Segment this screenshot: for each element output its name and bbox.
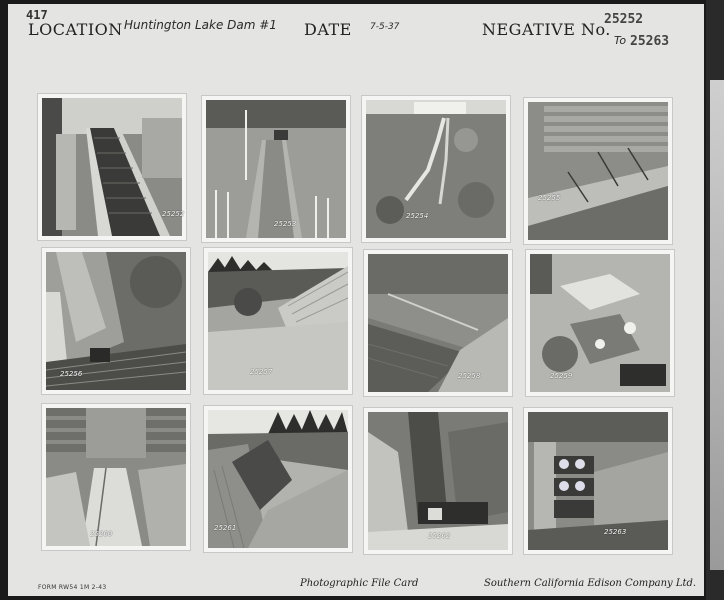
- photo-number: 25253: [274, 220, 297, 228]
- photo-number: 25259: [550, 372, 573, 380]
- location-label: LOCATION: [28, 20, 123, 39]
- form-code: FORM RW54 1M 2-43: [38, 584, 107, 591]
- photographic-file-card: [8, 4, 704, 596]
- photo-number: 25252: [162, 210, 185, 218]
- photo-number: 25255: [538, 194, 561, 202]
- photo-image: [46, 408, 186, 546]
- photo-number: 25260: [90, 530, 113, 538]
- card-number: 417: [26, 8, 48, 22]
- photo-25255: [524, 98, 672, 244]
- photo-25261: [204, 406, 352, 552]
- photo-number: 25256: [60, 370, 83, 378]
- date-label: DATE: [304, 20, 352, 39]
- photo-image: [366, 100, 506, 238]
- photo-25254: [362, 96, 510, 242]
- photo-25259: [526, 250, 674, 396]
- photo-25253: [202, 96, 350, 242]
- photo-image: [368, 254, 508, 392]
- negative-label: NEGATIVE No.: [482, 20, 611, 39]
- date-value: 7-5-37: [370, 22, 400, 32]
- photo-25263: [524, 408, 672, 554]
- photo-25252: [38, 94, 186, 240]
- background-edge: [706, 0, 724, 600]
- photo-25262: [364, 408, 512, 554]
- photo-25260: [42, 404, 190, 550]
- photo-image: [42, 98, 185, 236]
- card-type-label: Photographic File Card: [300, 578, 419, 589]
- photo-number: 25263: [604, 528, 627, 536]
- negative-to-prefix: To: [614, 34, 627, 47]
- photo-number: 25254: [406, 212, 429, 220]
- negative-from: 25252: [604, 12, 644, 27]
- photo-image: [528, 102, 668, 240]
- adjacent-card-edge: [710, 80, 724, 570]
- photo-image: [208, 252, 348, 390]
- photo-25256: [42, 248, 190, 394]
- photo-25258: [364, 250, 512, 396]
- photo-25257: [204, 248, 352, 394]
- photo-number: 25258: [458, 372, 481, 380]
- company-name: Southern California Edison Company Ltd.: [484, 578, 697, 589]
- photo-number: 25262: [428, 532, 451, 540]
- location-value: Huntington Lake Dam #1: [124, 18, 277, 32]
- photo-image: [368, 412, 508, 550]
- negative-to: 25263: [630, 34, 670, 49]
- photo-number: 25257: [250, 368, 273, 376]
- photo-image: [206, 100, 346, 238]
- photo-number: 25261: [214, 524, 237, 532]
- photo-image: [528, 412, 668, 550]
